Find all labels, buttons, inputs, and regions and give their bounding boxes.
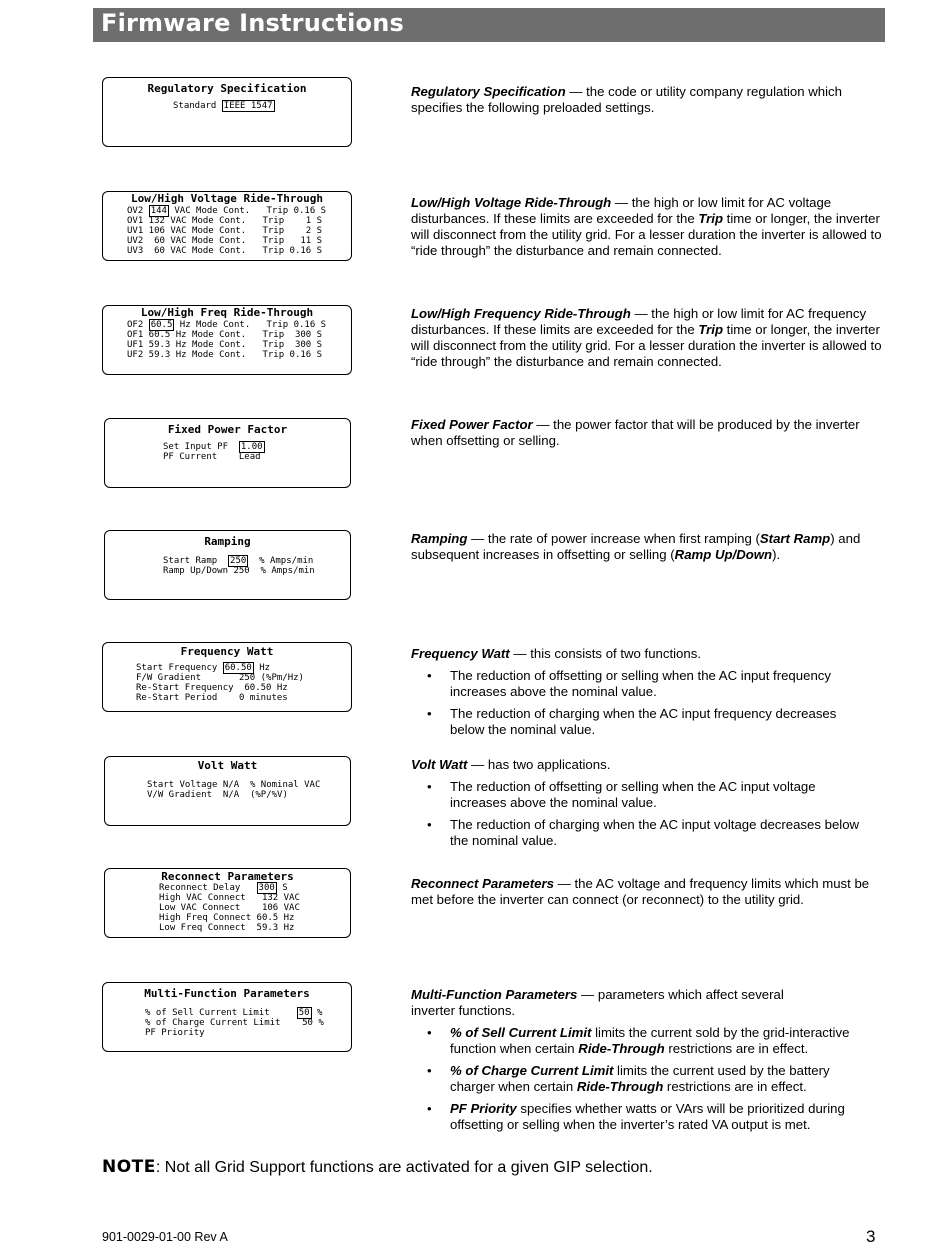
list-item: • PF Priority specifies whether watts or VArs will be prioritized during offsetting or selling when the inverter’s rated VA output is met. [427,1101,845,1132]
document-number: 901-0029-01-00 Rev A [102,1230,228,1244]
selected-value: 60.50 [224,663,252,673]
panel-title: Low/High Voltage Ride-Through [130,192,324,205]
regulatory-spec-panel [102,77,352,147]
panel-row: Set Input PF 1.00 [163,442,263,452]
page-number: 3 [866,1227,876,1246]
panel-title: Multi-Function Parameters [144,987,310,1000]
frequency-watt-panel [102,642,352,712]
frequency-watt-description: Frequency Watt — this consists of two functions. • The reduction of offsetting or selling when the AC input frequency increases above the nominal value. • The reduction of charging when the AC input frequency decreases below the nominal value. [411,646,891,744]
panel-row: Start Voltage N/A % Nominal VAC [147,780,321,790]
panel-row: Start Ramp 250 % Amps/min [163,556,314,566]
panel-row: UV3 60 VAC Mode Cont. Trip 0.16 S [127,246,323,256]
list-item: • The reduction of offsetting or selling when the AC input frequency increases above the nominal value. [427,668,831,699]
voltage-ride-through-panel [102,191,352,261]
reconnect-parameters-panel [104,868,351,938]
volt-watt-panel [104,756,351,826]
panel-row: UV1 106 VAC Mode Cont. Trip 2 S [127,226,323,236]
panel-row: UF2 59.3 Hz Mode Cont. Trip 0.16 S [127,350,323,360]
panel-body [103,663,351,703]
panel-row: Re-Start Frequency 60.50 Hz [136,683,288,693]
panel-row: Start Frequency 60.50 Hz [136,663,271,673]
panel-body [103,1008,351,1038]
panel-row: Low Freq Connect 59.3 Hz [159,923,295,933]
list-item: • % of Sell Current Limit limits the current sold by the grid-interactive function when certain Ride-Through restrictions are in effect. [427,1025,850,1056]
panel-title: Regulatory Specification [147,82,307,95]
note [102,1157,653,1177]
panel-title: Frequency Watt [180,645,274,658]
panel-title: Volt Watt [197,759,258,772]
panel-title: Ramping [204,535,251,548]
list-item: • The reduction of offsetting or selling when the AC input voltage increases above the nominal value. [427,779,816,810]
selected-value: 1.00 [240,442,263,452]
selected-value: 144 [150,206,167,216]
note-text: : Not all Grid Support functions are activated for a given GIP selection. [155,1159,653,1176]
standard-value: IEEE 1547 [223,101,273,111]
panel-title: Reconnect Parameters [161,870,294,883]
panel-row: OF2 60.5 Hz Mode Cont. Trip 0.16 S [127,320,327,330]
panel-row: PF Current Lead [163,452,261,462]
panel-row: V/W Gradient N/A (%P/%V) [147,790,288,800]
selected-value: 60.5 [150,320,173,330]
panel-row: Ramp Up/Down 250 % Amps/min [163,566,315,576]
panel-body [105,780,350,800]
panel-body [103,206,351,256]
freq-ride-through-panel [102,305,352,375]
panel-row: OF1 60.5 Hz Mode Cont. Trip 300 S [127,330,323,340]
reconnect-parameters-description: Reconnect Parameters — the AC voltage and frequency limits which must be met before the inverter can connect (or reconnect) to the utility grid. [411,876,870,907]
regulatory-spec-description: Regulatory Specification — the code or utility company regulation which specifies the following preloaded settings. [411,84,842,115]
panel-row: F/W Gradient 250 (%Pm/Hz) [136,673,304,683]
page-title: Firmware Instructions [101,9,404,37]
ramping-description: Ramping — the rate of power increase when first ramping (Start Ramp) and subsequent increases in offsetting or selling (Ramp Up/Down). [411,531,861,562]
panel-body [103,320,351,360]
list-item: • % of Charge Current Limit limits the current used by the battery charger when certain Ride-Through restrictions are in effect. [427,1063,830,1094]
multi-function-parameters-description: Multi-Function Parameters — parameters which affect several inverter functions. • % of Sell Current Limit limits the current sold by the grid-interactive function when certain Ride-Through restrictions are in effect. • % of Charge Current Limit limits the current used by the battery charger when certain Ride-Through restrictions are in effect. • PF Priority specifies whether watts or VArs will be prioritized during offsetting or selling when the inverter’s rated VA output is met. [411,987,811,1139]
ramping-panel [104,530,351,600]
panel-row: UV2 60 VAC Mode Cont. Trip 11 S [127,236,323,246]
panel-title: Fixed Power Factor [167,423,288,436]
panel-row: Low VAC Connect 106 VAC [159,903,300,913]
panel-body [105,442,350,462]
note-label: NOTE [102,1157,156,1177]
panel-title: Low/High Freq Ride-Through [140,306,314,319]
panel-row: High VAC Connect 132 VAC [159,893,300,903]
selected-value: 250 [230,556,247,566]
list-item: • The reduction of charging when the AC input voltage decreases below the nominal value. [427,817,860,848]
panel-row: Re-Start Period 0 minutes [136,693,288,703]
panel-row: High Freq Connect 60.5 Hz [159,913,295,923]
fixed-power-factor-panel [104,418,351,488]
panel-body [105,556,350,576]
panel-row: % of Sell Current Limit 50 % [145,1008,323,1018]
volt-watt-description: Volt Watt — has two applications. • The reduction of offsetting or selling when the AC input voltage increases above the nominal value. • The reduction of charging when the AC input voltage decreases below the nominal value. [411,757,891,855]
panel-row: UF1 59.3 Hz Mode Cont. Trip 300 S [127,340,323,350]
freq-ride-through-description: Low/High Frequency Ride-Through — the high or low limit for AC frequency disturbances. If these limits are exceeded for the Trip time or longer, the inverter will disconnect from the utility grid. For a lesser duration the inverter is allowed to “ride through” the disturbance and remain connected. [411,306,882,369]
fixed-power-factor-description: Fixed Power Factor — the power factor that will be produced by the inverter when offsetting or selling. [411,417,860,448]
voltage-ride-through-description: Low/High Voltage Ride-Through — the high or low limit for AC voltage disturbances. If these limits are exceeded for the Trip time or longer, the inverter will disconnect from the utility grid. For a lesser duration the inverter is allowed to “ride through” the disturbance and remain connected. [411,195,882,258]
panel-row: PF Priority [145,1028,205,1038]
page-header [93,8,885,42]
panel-row: OV2 144 VAC Mode Cont. Trip 0.16 S [127,206,327,216]
list-item: • The reduction of charging when the AC input frequency decreases below the nominal value. [427,706,837,737]
panel-body [105,883,350,933]
selected-value: 300 [258,883,275,893]
panel-body: Standard IEEE 1547 [173,101,273,111]
multi-function-parameters-panel [102,982,352,1052]
panel-row: % of Charge Current Limit 50 % [145,1018,324,1028]
panel-row: Reconnect Delay 300 S [159,883,288,893]
panel-row: OV1 132 VAC Mode Cont. Trip 1 S [127,216,323,226]
selected-value: 50 [298,1008,310,1018]
